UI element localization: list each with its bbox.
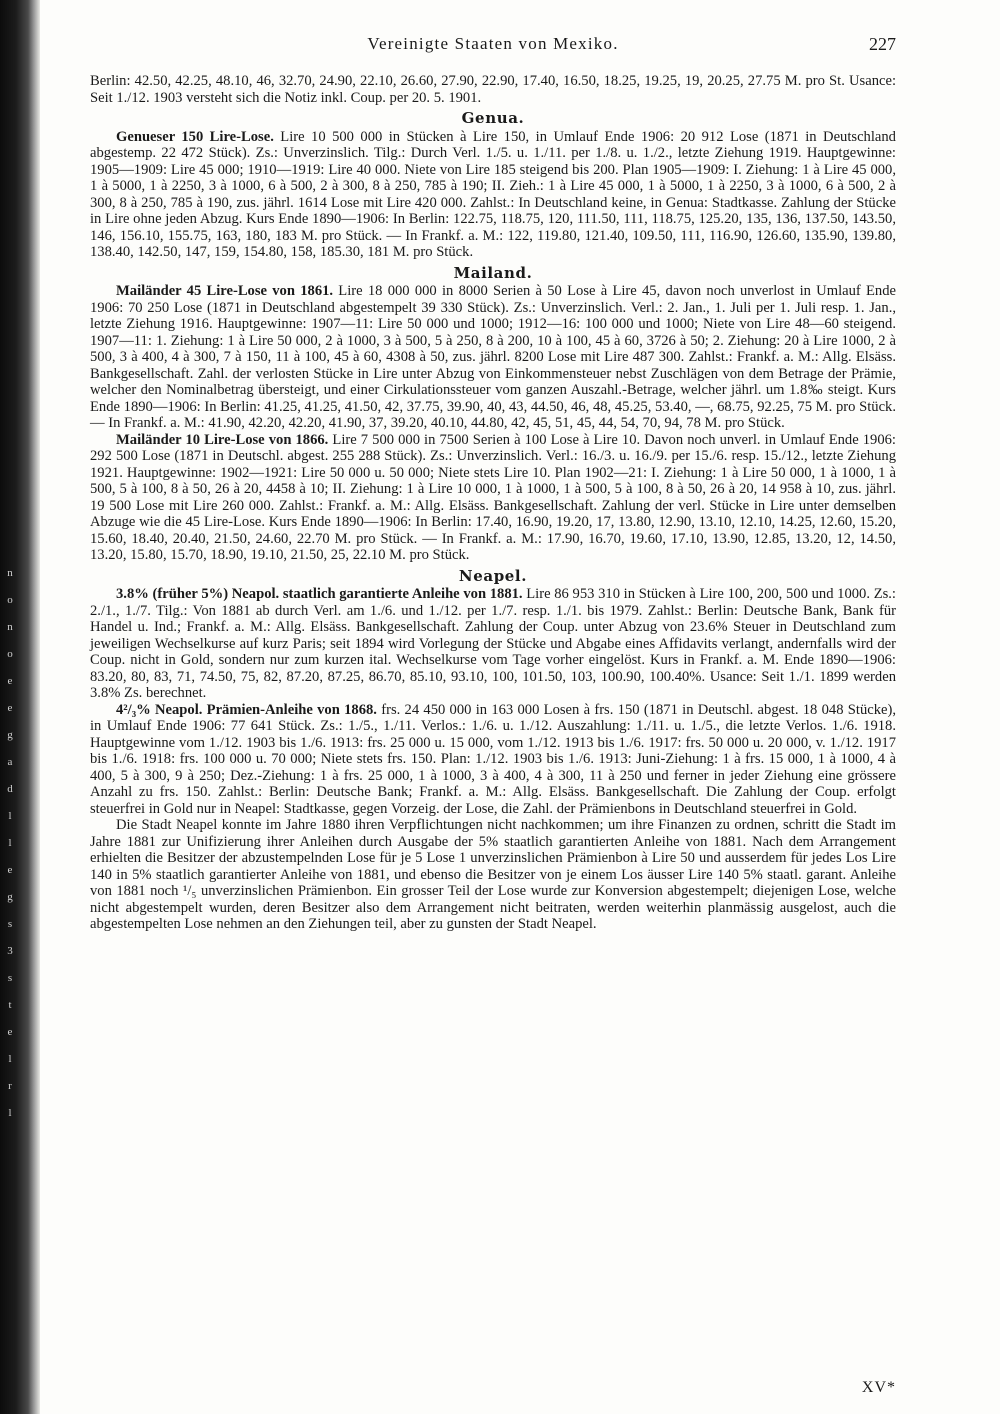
margin-character: l [8, 1107, 12, 1119]
page-number: 227 [869, 34, 896, 54]
book-binding-edge [0, 0, 40, 1414]
margin-character: e [7, 702, 13, 714]
margin-character: a [7, 756, 13, 768]
margin-character: s [7, 972, 13, 984]
paragraph-text: Lire 18 000 000 in 8000 Serien à 50 Lose à Lire 45, davon noch unverlost in Umlauf Ende 1906: 70 250 Lose (1871 in Deutschland abgestempelt 39 330 Stück). Zs.: Unverzinslich. Verl.: 2. Jan., 1. Juli per 1. Juli resp. 1. Jan., letzte Ziehung 1916. Hauptgewinne: 1907—11: Lire 50 000 und 1000; 1912—16: 100 000 und 1000; Niete von Lire 48—60 steigend. 1907—11: 1. Ziehung: 1 à Lire 50 000, 2 à 1000, 3 à 500, 5 à 250, 8 à 200, 10 à 100, 45 à 60, 3726 à 50; 2. Ziehung: 20 à Lire 1000, 2 à 500, 3 à 400, 4 à 300, 7 à 150, 11 à 100, 45 à 60, 4308 à 50, zus. jährl. 8200 Lose mit Lire 487 300. Zahlst.: Frankf. a. M.: Allg. Elsäss. Bankgesellschaft. Zahl. der verlosten Stücke in Lire unter Abzug von Einkommensteuer nebst Zuschlägen von dem Betrage der Prämie, welcher den Nominalbetrag übersteigt, und einer Cirkulationssteuer vom ganzen Auszahl.-Betrage, welcher jährl. um 1.8‰ steigt. Kurs Ende 1890—1906: In Berlin: 41.25, 41.25, 41.50, 42, 37.75, 39.90, 40, 43, 44.50, 46, 48, 45.25, 53.40, —, 68.75, 92.25, 75 M. pro Stück. — In Frankf. a. M.: 41.90, 42.20, 42.20, 41.90, 37, 39.20, 40.10, 44.80, 42, 45, 51, 45, 44, 54, 70, 94, 78 M. pro Stück. [90, 283, 896, 431]
margin-character: n [7, 621, 13, 633]
paragraph-text: Die Stadt Neapel konnte im Jahre 1880 ihren Verpflichtungen nicht nachkommen; um ihre Finanzen zu ordnen, schritt die Stadt im Jahre 1881 zur Unifizierung ihrer Anleihen durch Ausgabe der 5% staatlich garantierten Anleihe von 1881. Nach dem Arrangement erhielten die Besitzer der abzustempelnden Lose für je 5 Lose 1 unverzinslichen Prämienbon à Lire 50 und ausserdem für jedes Los Lire 140 in 5% staatlich garantierter Anleihe von 1881, und ebenso die Besitzer von je einem Los äusser Lire 140 5% staatl. garant. Anleihe von 1881 noch ¹/₅ unverzinslichen Prämienbon. Ein grosser Teil der Lose wurde zur Konversion abgestempelt; diejenigen Lose, welche nicht abgestempelt wurden, deren Besitzer also dem Arrangement nicht beitraten, werden weiterhin planmässig ausgelost, auch die abgestempelten Lose nehmen an den Ziehungen teil, aber zu gunsten der Stadt Neapel. [90, 817, 896, 932]
page-header [90, 34, 896, 58]
margin-character: o [7, 594, 13, 606]
margin-character: o [7, 648, 13, 660]
paragraph [90, 129, 896, 261]
paragraph-text: Lire 10 500 000 in Stücken à Lire 150, in Umlauf Ende 1906: 20 912 Lose (1871 in Deutschland abgestemp. 22 472 Stück). Zs.: Unverzinslich. Tilg.: Durch Verl. 1./5. u. 1./11. per 1./8. u. 1./2., letzte Ziehung 1919. Hauptgewinne: 1905—1909: Lire 45 000; 1910—1919: Lire 40 000. Niete von Lire 185 steigend bis 200. Plan 1905—1909: I. Ziehung: 1 à Lire 45 000, 1 à 5000, 1 à 2250, 3 à 1000, 6 à 500, 2 à 300, 8 à 250, 785 à 190; II. Zieh.: 1 à Lire 45 000, 1 à 5000, 1 à 2250, 3 à 1000, 6 à 500, 2 à 300, 8 à 250, 785 à 190, zus. jährl. 1614 Lose mit Lire 420 000. Zahlst.: In Deutschland keine, in Genua: Stadtkasse. Zahlung der Stücke in Lire ohne jeden Abzug. Kurs Ende 1890—1906: In Berlin: 122.75, 118.75, 120, 111.50, 111, 118.75, 125.20, 135, 136, 137.50, 143.50, 146, 156.10, 155.75, 163, 180, 183 M. pro Stück. — In Frankf. a. M.: 122, 119.80, 121.40, 109.50, 111, 116.90, 126.60, 135.90, 139.80, 138.40, 142.50, 147, 159, 154.80, 158, 185.30, 181 M. pro Stück. [90, 128, 896, 260]
entry-title: 4²/₃% Neapol. Prämien-Anleihe von 1868. [116, 701, 377, 718]
entry-title: Mailänder 45 Lire-Lose von 1861. [116, 283, 334, 299]
paragraph [90, 283, 896, 432]
paragraph [90, 817, 896, 933]
margin-character: l [8, 1053, 12, 1065]
margin-character: g [7, 891, 13, 903]
paragraph-text: Lire 7 500 000 in 7500 Serien à 100 Lose à Lire 10. Davon noch unverl. in Umlauf Ende 1906: 292 500 Lose (1871 in Deutschl. abgest. 255 288 Stück). Zs.: Unverzinslich. Verl.: 16./3. u. 16./9. per 15./6. resp. 15./12., letzte Ziehung 1921. Hauptgewinne: 1902—1921: Lire 50 000 u. 50 000; Niete stets Lire 10. Plan 1902—21: I. Ziehung: 1 à Lire 50 000, 1 à 1000, 1 à 500, 5 à 100, 8 à 50, 26 à 20, 4458 à 10; II. Ziehung: 1 à Lire 10 000, 1 à 1000, 1 à 500, 5 à 100, 8 à 50, 26 à 20, 14 958 à 10, zus. jährl. 19 500 Lose mit Lire 260 000. Zahlst.: Frankf. a. M.: Allg. Elsäss. Bankgesellschaft. Zahlung der verl. Stücke in Lire unter demselben Abzuge wie die 45 Lire-Lose. Kurs Ende 1890—1906: In Berlin: 17.40, 16.90, 19.20, 17, 13.80, 12.90, 13.10, 12.10, 14.25, 12.60, 15.20, 15.60, 18.40, 20.40, 21.50, 24.60, 22.70 M. pro Stück. — In Frankf. a. M.: 17.90, 16.70, 19.60, 17.10, 13.90, 12.85, 13.20, 12, 14.50, 13.20, 15.80, 15.70, 18.90, 19.10, 21.50, 25, 22.10 M. pro Stück. [90, 431, 896, 563]
margin-character: l [8, 810, 12, 822]
margin-character: n [7, 567, 13, 579]
page-body [90, 73, 896, 933]
margin-character: l [8, 837, 12, 849]
margin-character: r [8, 1080, 12, 1092]
paragraph-text: Berlin: 42.50, 42.25, 48.10, 46, 32.70, 24.90, 22.10, 26.60, 27.90, 22.90, 17.40, 16.50, 18.25, 19.25, 19, 20.25, 27.75 M. pro St. Usance: Seit 1./12. 1903 versteht sich die Notiz inkl. Coup. per 20. 5. 1901. [90, 73, 896, 106]
entry-title: 3.8% (früher 5%) Neapol. staatlich garantierte Anleihe von 1881. [116, 586, 523, 602]
margin-character: e [7, 675, 13, 687]
margin-character: e [7, 1026, 13, 1038]
margin-character: d [7, 783, 13, 795]
margin-character: e [7, 864, 13, 876]
section-heading-genua: Genua. [461, 109, 525, 127]
paragraph [90, 702, 896, 818]
paragraph [90, 586, 896, 702]
sheet-signature: XV* [861, 1379, 896, 1396]
margin-character: g [7, 729, 13, 741]
facing-page-margin-characters [3, 560, 17, 1127]
entry-title: Genueser 150 Lire-Lose. [116, 128, 274, 145]
section-heading-neapel: Neapel. [458, 566, 528, 585]
paragraph [90, 73, 896, 106]
section-heading-mailand: Mailand. [453, 263, 533, 282]
margin-character: s [7, 918, 13, 930]
running-title: Vereinigte Staaten von Mexiko. [367, 34, 619, 53]
paragraph [90, 432, 896, 564]
paragraph-text: Lire 86 953 310 in Stücken à Lire 100, 200, 500 und 1000. Zs.: 2./1., 1./7. Tilg.: Von 1881 ab durch Verl. am 1./6. und 1./12. per 1./7. resp. 1./1. bis 1979. Zahlst.: Berlin: Deutsche Bank, Bank für Handel u. Ind.; Frankf. a. M.: Allg. Elsäss. Bankgesellschaft. Zahlung der Coup. unter Abzug von 23.6% Steuer in Deutschland zum jeweiligen Wechselkurse auf kurz Paris; seit 1894 wird Vorlegung der Stücke und Abgabe eines Affidavits verlangt, andernfalls wird der Coup. nicht in Gold, sondern nur zum kurzen ital. Wechselkurse vom Tage vorher eingelöst. Kurs in Frankf. a. M. Ende 1890—1906: 83.20, 80, 83, 71, 74.50, 75, 82, 87.20, 87.25, 86.70, 85.10, 93.10, 100, 101.50, 103, 100.90, 100.40%. Usance: Seit 1./1. 1899 werden 3.8% Zs. berechnet. [90, 586, 896, 701]
margin-character: 3 [7, 945, 13, 957]
paragraph-text: frs. 24 450 000 in 163 000 Losen à frs. 150 (1871 in Deutschl. abgest. 18 048 Stücke), in Umlauf Ende 1906: 77 641 Stück. Zs.: 1./5., 1./11. Verlos.: 1./6. u. 1./12. Auszahlung: 1./11. u. 1./5., die letzte Verlos. 1./6. 1918. Hauptgewinne vom 1./12. 1903 bis 1./6. 1913: frs. 25 000 u. 15 000, vom 1./12. 1913 bis 1./6. 1917: frs. 50 000 u. 20 000, v. 1./12. 1917 bis 1./6. 1918: frs. 100 000 u. 70 000; Niete stets frs. 150. Plan: 1./12. 1903 bis 1./6. 1913: Juni-Ziehung: 1 à frs. 15 000, 1 à 1000, 4 à 400, 5 à 300, 9 à 250; Dez.-Ziehung: 1 à frs. 25 000, 1 à 1000, 3 à 400, 4 à 300, 11 à 250 und ferner in jeder Ziehung eine grössere Anzahl zu frs. 150. Zahlst.: Berlin: Deutsche Bank; Frankf. a. M.: Allg. Elsäss. Bankgesellschaft. Die Zahlung der Coup. erfolgt steuerfrei in Gold nur in Neapel: Stadtkasse, gegen Vorzeig. der Lose, die Zahl. der Prämienbons in Deutschland steuerfrei in Gold. [90, 701, 897, 817]
margin-character: t [8, 999, 12, 1011]
entry-title: Mailänder 10 Lire-Lose von 1866. [116, 431, 329, 448]
